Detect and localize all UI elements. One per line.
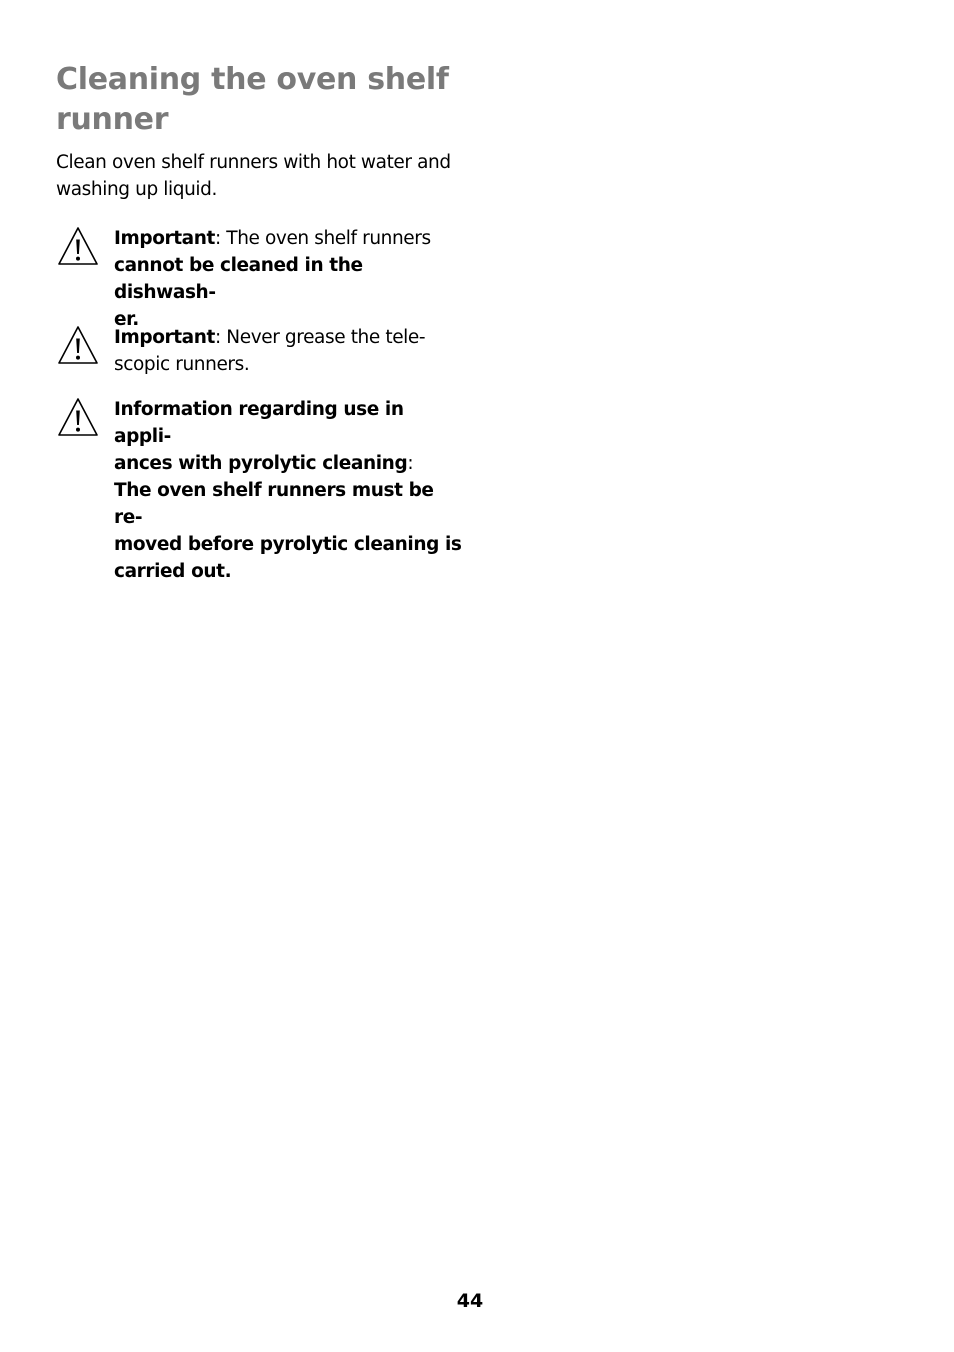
notice-line: carried out. [114,561,232,582]
notice-text [114,225,466,333]
notice-line: scopic runners. [114,354,250,375]
notice-line: ances with pyrolytic cleaning: [114,453,414,474]
notice-line: er. [114,309,139,330]
warning-triangle-icon [56,396,100,438]
notice-text [114,324,466,378]
intro-paragraph: Clean oven shelf runners with hot water and washing up liquid. [56,152,451,200]
notice-line: cannot be cleaned in the dishwash- [114,255,363,303]
notice-line: The oven shelf runners must be re- [114,480,434,528]
warning-triangle-icon [56,324,100,366]
page-title: Cleaning the oven shelf runner [56,62,449,137]
notice-line: Important: The oven shelf runners [114,228,431,249]
notice-text [114,396,466,585]
notice-line: Important: Never grease the tele- [114,327,426,348]
warning-triangle-icon [56,225,100,267]
page-number: 44 [456,1290,484,1312]
notice-line: moved before pyrolytic cleaning is [114,534,462,555]
notice-line: Information regarding use in appli- [114,399,404,447]
